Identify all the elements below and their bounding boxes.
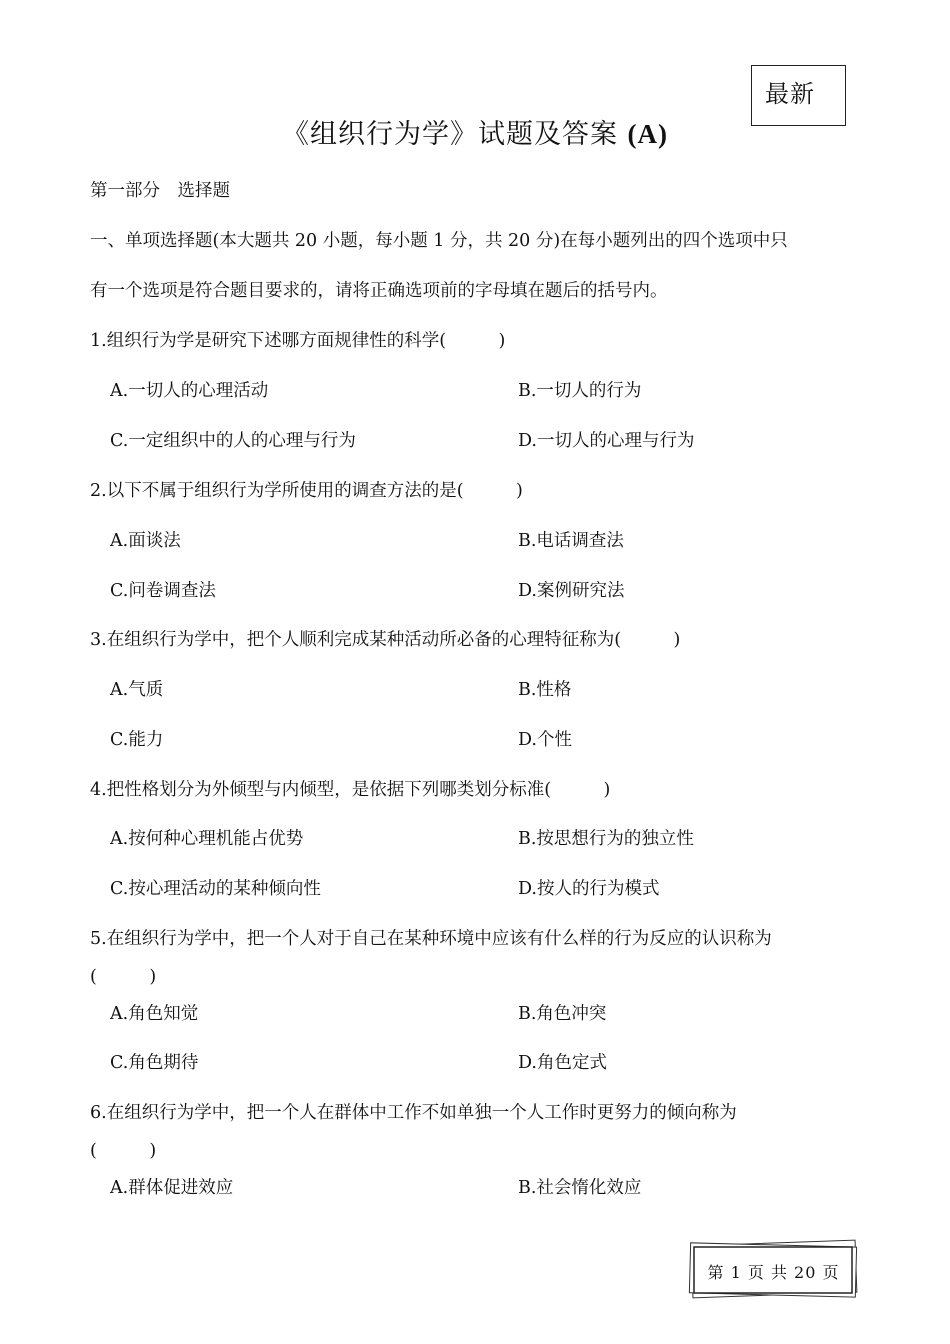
question-4: 4.把性格划分为外倾型与内倾型，是依据下列哪类划分标准( ): [90, 780, 611, 800]
q3-option-b: B.性格: [518, 680, 572, 700]
q3-option-d: D.个性: [518, 730, 572, 750]
question-2: 2.以下不属于组织行为学所使用的调查方法的是( ): [90, 481, 523, 501]
page-number-box: [686, 1235, 866, 1305]
title-letter: (A): [627, 119, 669, 149]
q4-option-b: B.按思想行为的独立性: [518, 829, 694, 849]
q5-option-a: A.角色知觉: [110, 1004, 199, 1024]
page-number-text: 第 1 页 共 20 页: [707, 1263, 840, 1282]
question-6: 6.在组织行为学中，把一个人在群体中工作不如单独一个人工作时更努力的倾向称为: [90, 1103, 737, 1123]
q3-option-a: A.气质: [110, 680, 164, 700]
question-6-blank: ( ): [90, 1141, 157, 1161]
q5-option-c: C.角色期待: [110, 1053, 199, 1073]
q6-option-a: A.群体促进效应: [110, 1178, 234, 1198]
q4-option-d: D.按人的行为模式: [518, 879, 660, 899]
title-main: 《组织行为学》试题及答案: [281, 119, 618, 150]
q3-option-c: C.能力: [110, 730, 164, 750]
q2-option-c: C.问卷调查法: [110, 581, 216, 601]
question-3: 3.在组织行为学中，把个人顺利完成某种活动所必备的心理特征称为( ): [90, 630, 681, 650]
q1-option-c: C.一定组织中的人的心理与行为: [110, 431, 356, 451]
q2-option-a: A.面谈法: [110, 531, 181, 551]
q2-option-b: B.电话调查法: [518, 531, 624, 551]
q1-option-a: A.一切人的心理活动: [110, 381, 269, 401]
q4-option-a: A.按何种心理机能占优势: [110, 829, 304, 849]
page-title: [0, 112, 950, 151]
section-heading: 第一部分 选择题: [90, 181, 230, 201]
q4-option-c: C.按心理活动的某种倾向性: [110, 879, 321, 899]
question-5: 5.在组织行为学中，把一个人对于自己在某种环境中应该有什么样的行为反应的认识称为: [90, 929, 772, 949]
latest-stamp: 最新: [751, 65, 846, 126]
question-5-blank: ( ): [90, 967, 157, 987]
q1-option-d: D.一切人的心理与行为: [518, 431, 695, 451]
q5-option-d: D.角色定式: [518, 1053, 607, 1073]
instructions-line-1: 一、单项选择题(本大题共 20 小题，每小题 1 分，共 20 分)在每小题列出的四个选项中只: [90, 231, 788, 251]
q6-option-b: B.社会惰化效应: [518, 1178, 642, 1198]
q5-option-b: B.角色冲突: [518, 1004, 607, 1024]
q2-option-d: D.案例研究法: [518, 581, 625, 601]
instructions-line-2: 有一个选项是符合题目要求的，请将正确选项前的字母填在题后的括号内。: [90, 281, 668, 301]
question-1: 1.组织行为学是研究下述哪方面规律性的科学( ): [90, 331, 506, 351]
q1-option-b: B.一切人的行为: [518, 381, 642, 401]
